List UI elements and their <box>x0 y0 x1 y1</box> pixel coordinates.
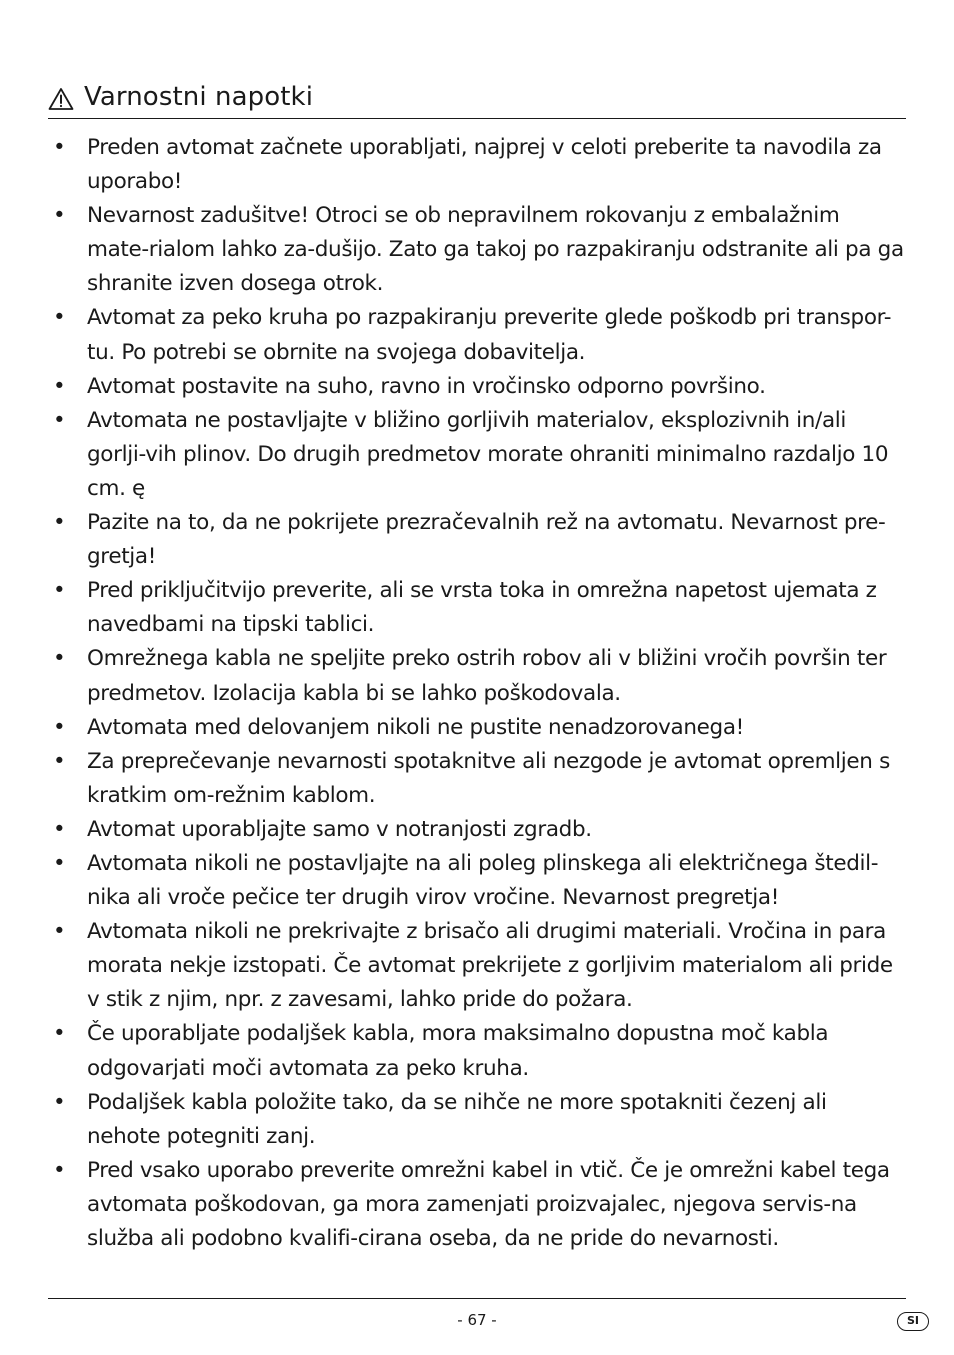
list-item: • Avtomat uporabljajte samo v notranjosti zgradb. <box>48 813 906 847</box>
list-item: • Če uporabljate podaljšek kabla, mora maksimalno dopustna moč kabla odgovarjati moči avtomata za peko kruha. <box>48 1017 906 1085</box>
list-item: • Avtomat za peko kruha po razpakiranju preverite glede poškodb pri transpor-tu. Po potrebi se obrnite na svojega dobavitelja. <box>48 301 906 369</box>
section-heading <box>48 82 906 119</box>
list-item: • Avtomata ne postavljajte v bližino gorljivih materialov, eksplozivnih in/ali gorlji-vih plinov. Do drugih predmetov morate ohraniti minimalno razdaljo 10 cm. ę <box>48 404 906 506</box>
warning-triangle-icon <box>48 87 74 111</box>
list-item: • Preden avtomat začnete uporabljati, najprej v celoti preberite ta navodila za uporabo! <box>48 131 906 199</box>
list-item: • Avtomata nikoli ne prekrivajte z brisačo ali drugimi materiali. Vročina in para morata nekje izstopati. Če avtomat prekrijete z gorljivim materialom ali pride v stik z njim, npr. z zavesami, lahko pride do požara. <box>48 915 906 1017</box>
page-title: Varnostni napotki <box>84 82 314 112</box>
language-badge: SI <box>897 1312 929 1331</box>
list-item: • Avtomata nikoli ne postavljajte na ali poleg plinskega ali električnega štedil-nika ali vroče pečice ter drugih virov vročine. Nevarnost pregretja! <box>48 847 906 915</box>
list-item: • Podaljšek kabla položite tako, da se nihče ne more spotakniti čezenj ali nehote potegniti zanj. <box>48 1086 906 1154</box>
list-item: • Pred vsako uporabo preverite omrežni kabel in vtič. Če je omrežni kabel tega avtomata poškodovan, ga mora zamenjati proizvajalec, njegova servis-na služba ali podobno kvalifi-cirana oseba, da ne pride do nevarnosti. <box>48 1154 906 1256</box>
list-item: • Avtomat postavite na suho, ravno in vročinsko odporno površino. <box>48 370 906 404</box>
list-item: • Pazite na to, da ne pokrijete prezračevalnih rež na avtomatu. Nevarnost pre-gretja! <box>48 506 906 574</box>
list-item: • Za preprečevanje nevarnosti spotaknitve ali nezgode je avtomat opremljen s kratkim om-režnim kablom. <box>48 745 906 813</box>
list-item: • Avtomata med delovanjem nikoli ne pustite nenadzorovanega! <box>48 711 906 745</box>
list-item: • Omrežnega kabla ne speljite preko ostrih robov ali v bližini vročih površin ter predmetov. Izolacija kabla bi se lahko poškodovala. <box>48 642 906 710</box>
safety-instructions-list <box>48 131 906 1256</box>
page-number: - 67 - <box>457 1311 497 1329</box>
list-item: • Pred priključitvijo preverite, ali se vrsta toka in omrežna napetost ujemata z navedbami na tipski tablici. <box>48 574 906 642</box>
list-item: • Nevarnost zadušitve! Otroci se ob nepravilnem rokovanju z embalažnim mate-rialom lahko za-dušijo. Zato ga takoj po razpakiranju odstranite ali pa ga shranite izven dosega otrok. <box>48 199 906 301</box>
footer-divider <box>48 1298 906 1299</box>
